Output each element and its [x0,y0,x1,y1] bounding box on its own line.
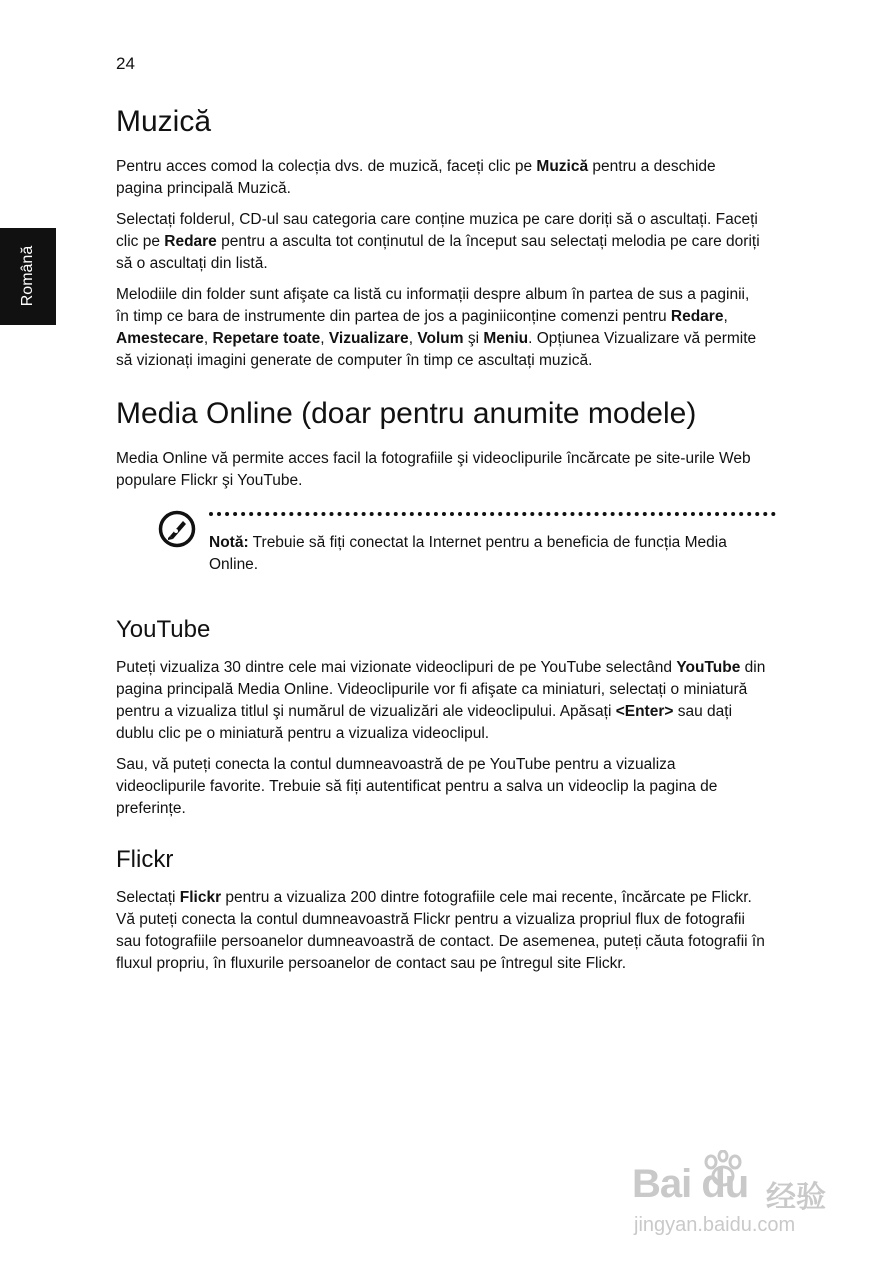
bold-term: Vizualizare [328,330,409,347]
text-run: , [723,308,728,325]
youtube-paragraph-2 [116,754,766,820]
bold-term: Redare [670,308,724,325]
text-run: pentru a vizualiza 200 dintre fotografiile cele mai recente, încărcate pe Flickr. Vă puteți conecta la contul dumneavoastră Flickr pentru a vizualiza propriul flux de fotografii sau fotografiile persoanelor dumneavoastră de contact. De asemenea, puteți căuta fotografii în fluxul propriu, în fluxurile persoanelor de contact sau pe întregul site Flickr. [116,888,765,972]
text-run: pentru a deschide pagina principală Muzică. [116,158,716,197]
text-run: Sau, vă puteți conecta la contul dumneavoastră de pe YouTube pentru a vizualiza videoclipurile favorite. Trebuie să fiți autentificat pentru a salva un videoclip la pagina de preferințe. [116,755,718,817]
note-pen-icon [158,510,196,548]
text-run: Media Online vă permite acces facil la fotografiile şi videoclipurile încărcate pe site-urile Web populare Flickr şi YouTube. [116,450,751,489]
text-run: Selectați folderul, CD-ul sau categoria care conține muzica pe care doriți să o ascultați. Faceți clic pe [116,211,758,250]
text-run: Puteți vizualiza 30 dintre cele mai vizionate videoclipuri de pe YouTube selectând [116,658,677,676]
text-run: pentru a asculta tot conținutul de la început sau selectați melodia pe care doriți să o ascultați din listă. [116,233,760,272]
language-tab [0,228,56,325]
text-run: Melodiile din folder sunt afişate ca listă cu informații despre album în partea de sus a paginii, în timp ce bara de instrumente din partea de jos a paginiiconține comenzi pentru [116,286,750,325]
bold-term: Meniu [483,330,529,347]
youtube-paragraph-1 [116,657,766,745]
text-run: din pagina principală Media Online. Videoclipurile vor fi afişate ca miniaturi, selectați o miniatură pentru a vizualiza titlul şi numărul de vizualizări ale videoclipului. Apăsați [116,658,766,720]
text-run: . Opțiunea Vizualizare vă permite să vizionați imagini generate de computer în timp ce ascultați muzică. [116,330,757,369]
bold-term: Repetare toate [212,330,321,347]
music-paragraph-3 [116,284,766,372]
youtube-heading: YouTube [116,616,211,643]
section-youtube [116,616,766,820]
language-tab-label: Română [19,245,36,307]
page-number: 24 [116,54,135,73]
text-run: Selectați [116,888,180,906]
text-run: şi [463,330,484,347]
text-run: Pentru acces comod la colecția dvs. de muzică, faceți clic pe [116,158,537,175]
bold-term: <Enter> [615,702,674,720]
bold-term: Flickr [179,888,222,906]
media-online-heading: Media Online (doar pentru anumite modele) [116,397,697,430]
flickr-paragraph [116,887,766,975]
music-heading: Muzică [116,105,212,138]
watermark-cn-text: 经验 [766,1181,826,1214]
text-run: , [408,330,418,347]
section-music [116,104,766,372]
text-run: Trebuie să fiți conectat la Internet pentru a beneficia de funcția Media Online. [209,534,727,573]
text-run: , [203,330,213,347]
music-paragraph-1 [116,156,766,200]
section-flickr [116,846,766,975]
text-run: sau dați dublu clic pe o miniatură pentru a vizualiza videoclipul. [116,702,733,742]
bold-term: Amestecare [116,330,204,347]
note-box [116,502,766,590]
flickr-heading: Flickr [116,845,174,873]
page-content [116,104,766,984]
bold-term: Redare [164,233,217,250]
bold-term: Notă: [209,534,249,551]
baidu-watermark [632,1150,852,1250]
music-paragraph-2 [116,209,766,275]
media-online-paragraph [116,448,766,492]
note-dotted-rule [209,512,776,516]
text-run: , [320,330,329,347]
note-text [209,532,766,576]
bold-term: Muzică [536,158,589,175]
watermark-url: jingyan.baidu.com [634,1214,796,1236]
bold-term: YouTube [676,658,741,676]
watermark-logo-text: Bai du [632,1162,749,1206]
bold-term: Volum [417,330,464,347]
section-media-online [116,396,766,590]
